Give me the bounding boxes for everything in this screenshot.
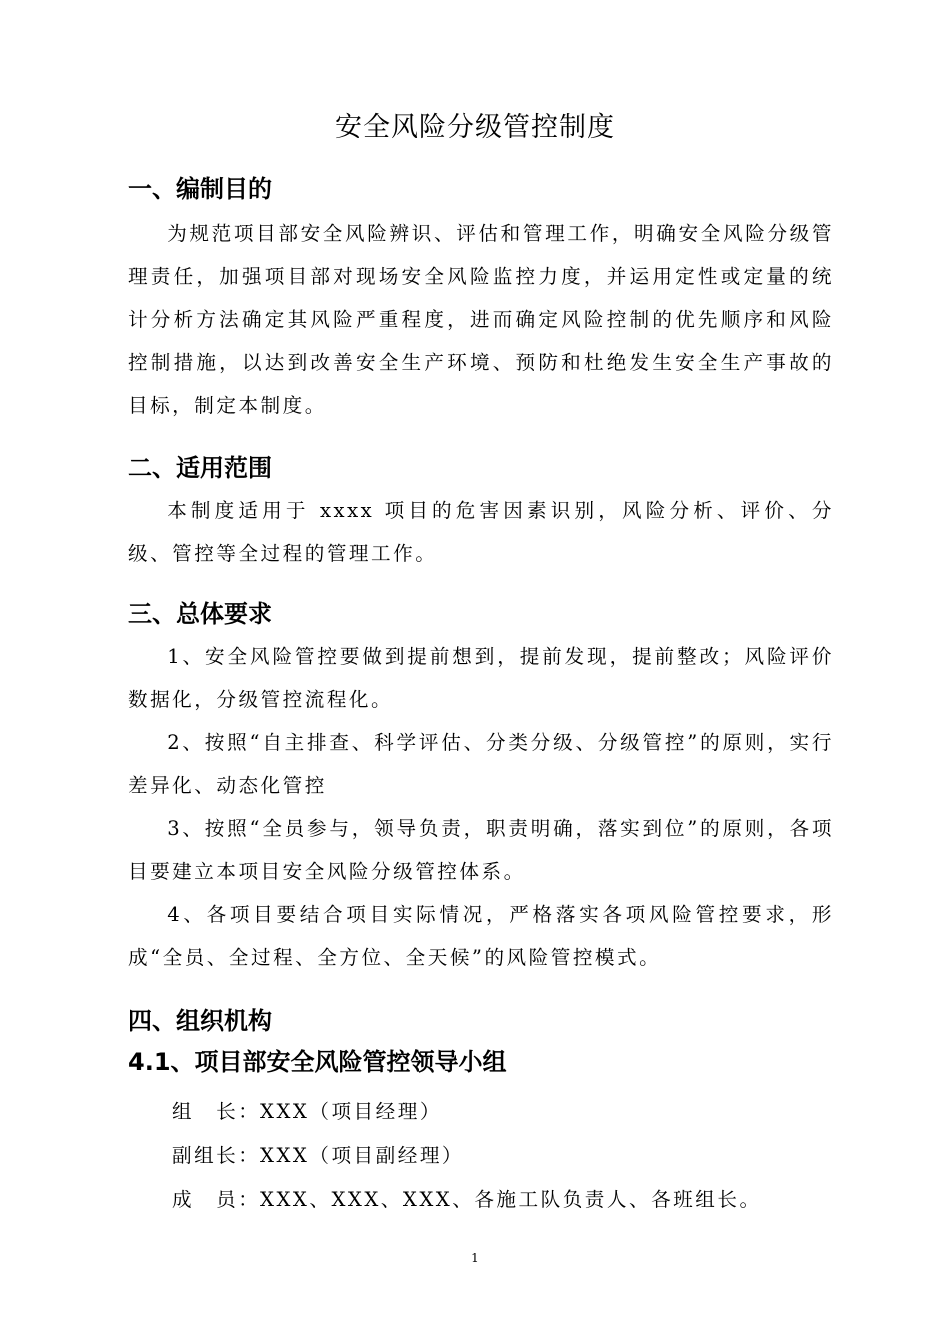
section-paragraph: 为规范项目部安全风险辨识、评估和管理工作，明确安全风险分级管理责任，加强项目部对现场安全风险监控力度，并运用定性或定量的统计分析方法确定其风险严重程度，进而确定风险控制的优先顺序和风险控制措施，以达到改善安全生产环境、预防和杜绝发生安全生产事故的目标，制定本制度。 [128, 222, 834, 417]
document-title: 安全风险分级管控制度 [335, 112, 615, 143]
section-paragraph: 1、安全风险管控要做到提前想到，提前发现，提前整改；风险评价数据化，分级管控流程化。 [128, 645, 834, 711]
section-heading-organization: 四、组织机构 [128, 1007, 272, 1035]
member-line-members [172, 1185, 762, 1215]
subsection-heading-leadership-group: 4.1、项目部安全风险管控领导小组 [128, 1048, 507, 1076]
member-role: 成 员： [172, 1188, 261, 1211]
member-value: XXX、XXX、XXX、各施工队负责人、各班组长。 [260, 1188, 762, 1211]
member-role: 副组长： [172, 1144, 261, 1167]
member-value: XXX（项目经理） [260, 1100, 442, 1123]
page-number: 1 [471, 1251, 479, 1265]
section-heading-requirements: 三、总体要求 [128, 600, 272, 628]
member-line-deputy [172, 1141, 464, 1171]
section-heading-scope: 二、适用范围 [128, 454, 272, 482]
section-paragraph: 4、各项目要结合项目实际情况，严格落实各项风险管控要求，形成“全员、全过程、全方位、全天候”的风险管控模式。 [128, 903, 834, 969]
section-paragraph: 2、按照“自主排查、科学评估、分类分级、分级管控”的原则，实行差异化、动态化管控 [128, 731, 834, 797]
member-line-leader [172, 1097, 442, 1127]
section-paragraph: 3、按照“全员参与，领导负责，职责明确，落实到位”的原则，各项目要建立本项目安全风险分级管控体系。 [128, 817, 834, 883]
section-heading-purpose: 一、编制目的 [128, 175, 272, 203]
section-paragraph: 本制度适用于 xxxx 项目的危害因素识别，风险分析、评价、分级、管控等全过程的管理工作。 [128, 499, 834, 565]
member-role: 组 长： [172, 1100, 261, 1123]
member-value: XXX（项目副经理） [260, 1144, 465, 1167]
